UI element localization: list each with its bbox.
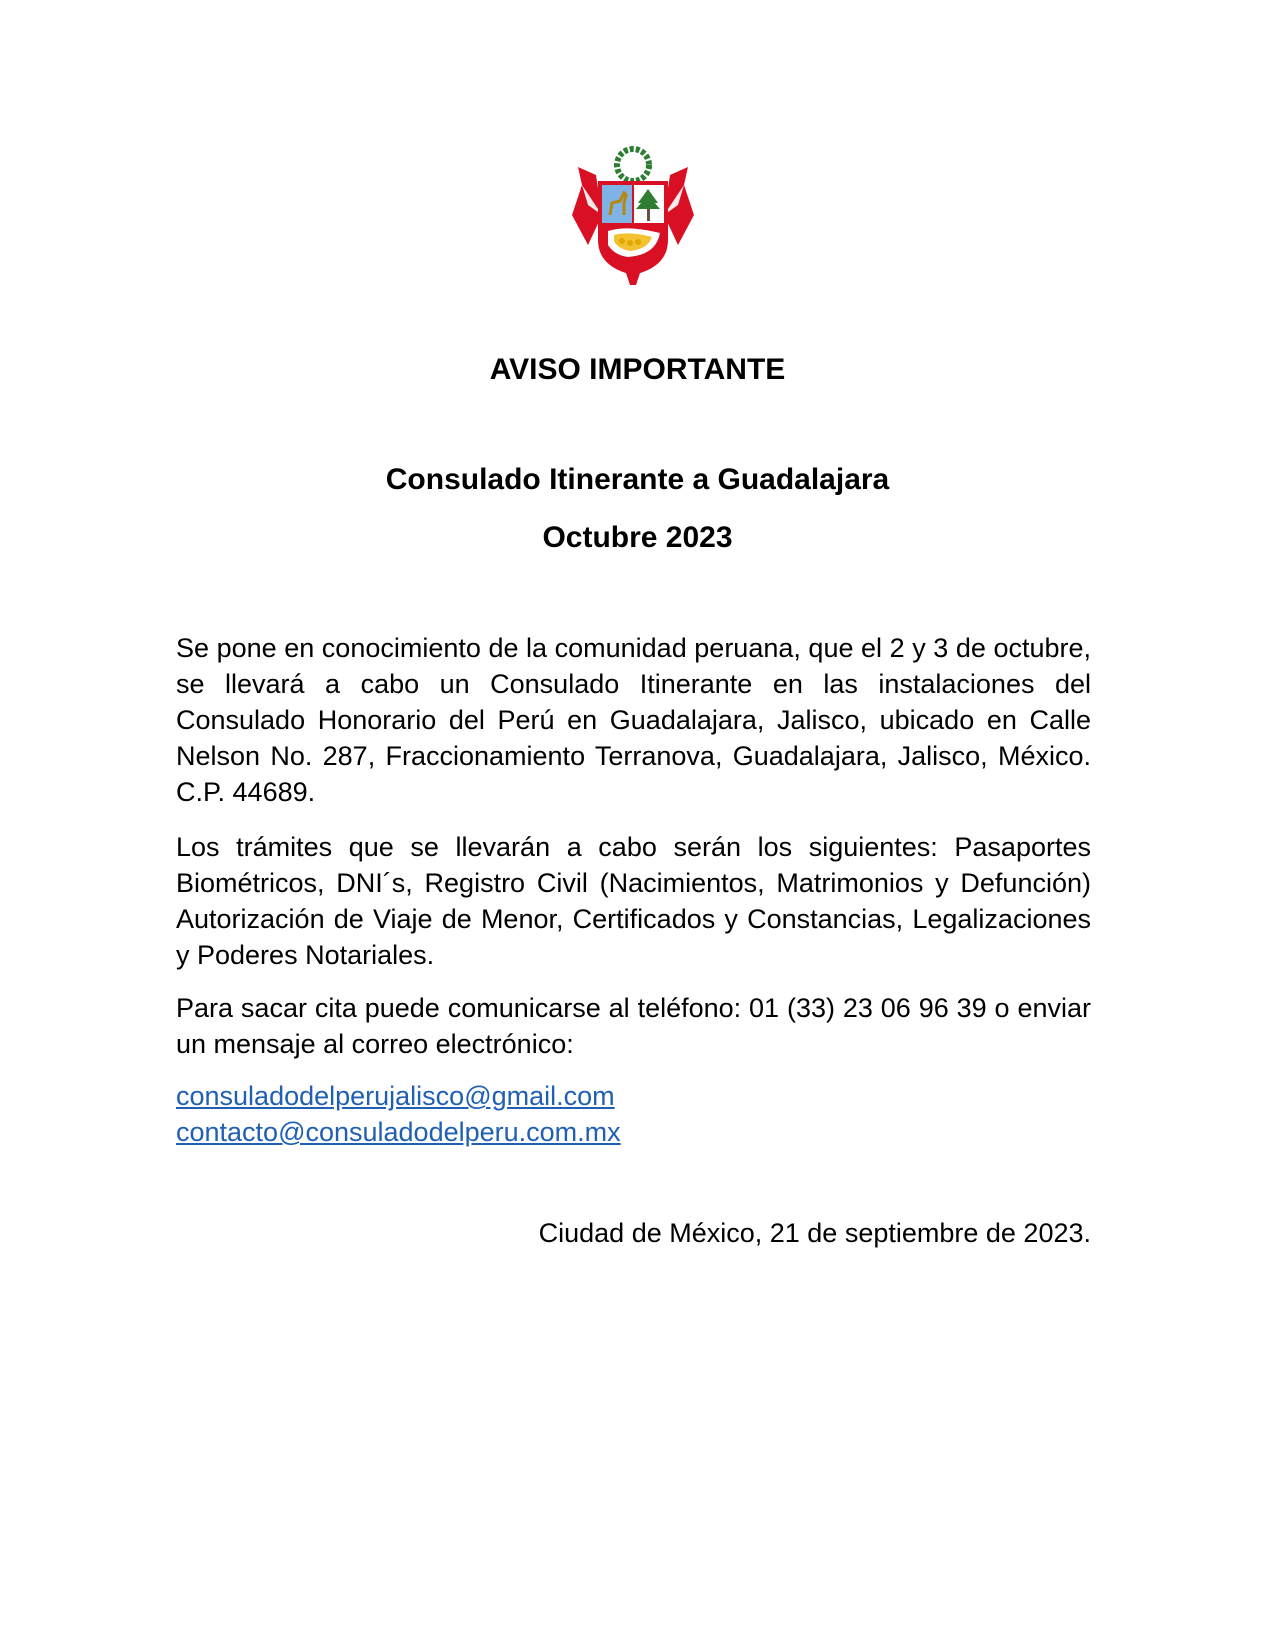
- paragraph-announcement: Se pone en conocimiento de la comunidad peruana, que el 2 y 3 de octubre, se llevará a cabo un Consulado Itinerante en las instalaciones del Consulado Honorario del Perú en Guadalajara, Jalisco, ubicado en Calle Nelson No. 287, Fraccionamiento Terranova, Guadalajara, Jalisco, México. C.P. 44689.: [176, 633, 1091, 807]
- email-links: [176, 1078, 621, 1150]
- paragraph-procedures: Los trámites que se llevarán a cabo serán los siguientes: Pasaportes Biométricos, DNI´s, Registro Civil (Nacimientos, Matrimonios y Defunción) Autorización de Viaje de Menor, Certificados y Constancias, Legalizaciones y Poderes Notariales.: [176, 832, 1091, 970]
- notice-period: Octubre 2023: [542, 521, 733, 554]
- email-link-contacto[interactable]: contacto@consuladodelperu.com.mx: [176, 1117, 621, 1147]
- paragraph-contact: Para sacar cita puede comunicarse al teléfono: 01 (33) 23 06 96 39 o enviar un mensaje al correo electrónico:: [176, 993, 1091, 1059]
- closing-date: Ciudad de México, 21 de septiembre de 2023.: [538, 1218, 1091, 1248]
- notice-heading: AVISO IMPORTANTE: [489, 353, 786, 386]
- email-link-gmail[interactable]: consuladodelperujalisco@gmail.com: [176, 1081, 615, 1111]
- peru-coat-of-arms-icon: [568, 145, 698, 290]
- notice-subtitle: Consulado Itinerante a Guadalajara: [385, 463, 890, 496]
